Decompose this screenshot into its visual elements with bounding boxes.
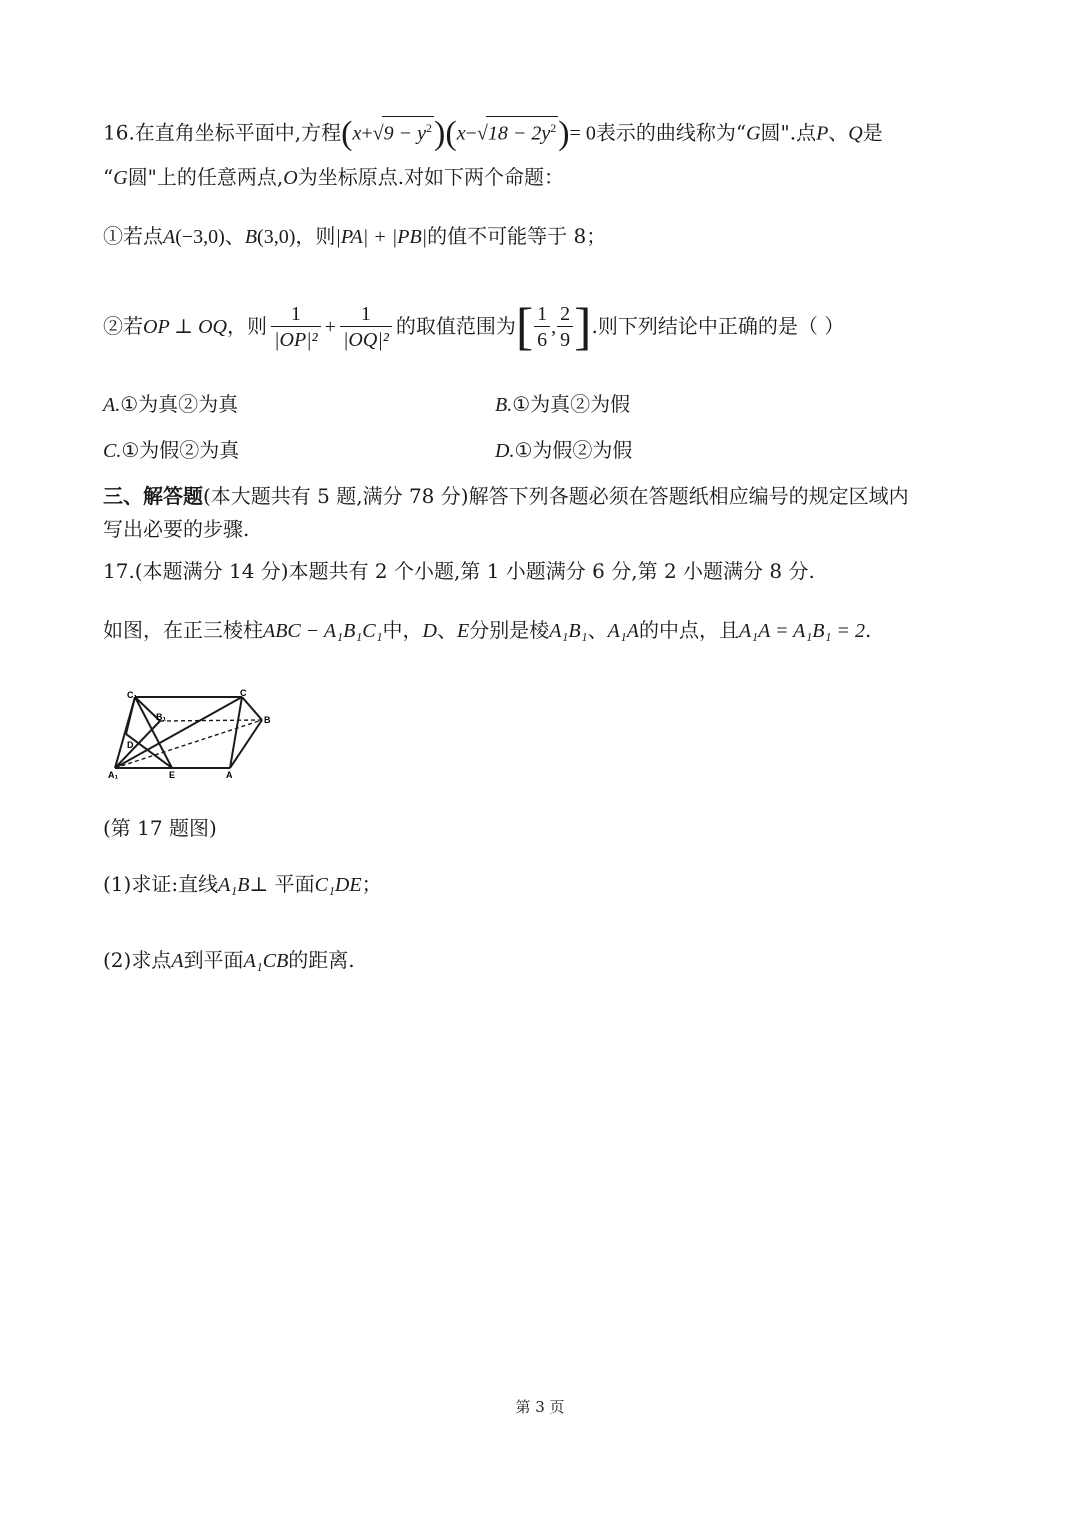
q17-sep: 、 [437, 618, 457, 642]
q16-eq-sqrt1: $9 - y^2$ [382, 116, 434, 145]
q16-suffix3: 是 [862, 120, 883, 145]
section3-text2: 写出必要的步骤. [103, 517, 250, 541]
q17-part2-pt: A [171, 950, 184, 972]
edge-c-b [242, 697, 262, 720]
prop1-b-coord: (3,0) [257, 226, 296, 248]
q16-p: P [816, 122, 829, 145]
prop2-plus: + [324, 316, 336, 338]
q17-intro [103, 557, 815, 585]
label-c1: C₁ [127, 690, 138, 700]
q17-edge1: A₁B₁ [549, 620, 588, 642]
q16-sep: 、 [828, 120, 849, 145]
q16-line2-o: O [283, 167, 298, 189]
frac-oq: $\frac{1}{\text{|OQ|²}}$ [340, 302, 392, 353]
q16-line2-text: 圆"上的任意两点, [127, 165, 284, 189]
label-e: E [169, 770, 176, 780]
prop1-tail: 的值不可能等于 8； [427, 224, 607, 248]
q17-sep2: 、 [587, 618, 608, 642]
option-d [495, 436, 632, 465]
edge-b1-b [160, 720, 262, 721]
q17-d: D [422, 620, 437, 642]
q17-part1 [103, 870, 382, 899]
prop2-label: ②若 [103, 314, 143, 338]
prop1-point-a: A [163, 226, 176, 248]
q17-part2 [103, 946, 355, 975]
option-d-letter: D. [495, 440, 515, 462]
range-lo: $\frac{1}{6}$ [534, 302, 550, 353]
section3-title: 三、解答题 [103, 484, 203, 508]
option-b-letter: B. [495, 394, 513, 416]
q17-fig-caption [103, 814, 217, 842]
q17-fig-caption-text: (第 17 题图) [103, 816, 217, 840]
edge-c1-d [126, 697, 135, 734]
q17-desc-a: 如图，在正三棱柱 [103, 618, 263, 642]
q16-eq-sqrt2: $18 - 2y^2$ [486, 116, 558, 145]
q17-part1-c: ； [361, 872, 382, 896]
range-comma: , [551, 316, 557, 338]
q16-prefix: 16.在直角坐标平面中,方程 [103, 120, 342, 145]
q17-part1-a: (1)求证:直线 [103, 872, 219, 896]
q17-part2-b: 到平面 [183, 948, 244, 972]
label-d: D [127, 740, 134, 750]
q17-desc [103, 616, 871, 645]
q16-eq-plus: + [361, 122, 373, 145]
q16-suffix: 表示的曲线称为“ [595, 120, 747, 145]
prop1-expr: |PA| + |PB| [335, 226, 428, 248]
option-b [495, 390, 630, 419]
q16-line2-g: G [113, 167, 128, 189]
page-number: 第 3 页 [515, 1398, 565, 1416]
q17-desc-e: . [864, 618, 872, 642]
q16-q: Q [848, 122, 863, 145]
q17-desc-b: 中， [382, 618, 423, 642]
label-b1: B₁ [156, 712, 167, 722]
q17-edge2: A₁A [607, 620, 639, 642]
option-d-text: ①为假②为假 [514, 438, 633, 462]
q16-prop1 [103, 222, 606, 251]
q16-line1: 16.在直角坐标平面中,方程$(x+√9 - y^2)(x-√18 - 2y^2)= 0$表示的曲线称为“G圆".点P、Q是 [103, 115, 883, 153]
q17-part1-line: A₁B [218, 874, 250, 896]
label-a: A [226, 770, 233, 780]
prop1-then: ，则 [295, 224, 336, 248]
range-hi: $\frac{2}{9}$ [557, 302, 573, 353]
q16-prop2: ②若OP ⊥ OQ，则 $\frac{1}{\text{|OP|²}}$ + $\frac{1}{\text{|OQ|²}}$ 的取值范围为[ $\frac{1}{6}$ , $\frac{2}{9}$ ].则下列结论中正确的是（ ） [103, 298, 845, 356]
option-c-text: ①为假②为真 [121, 438, 240, 462]
q16-eq-minus: − [465, 122, 477, 145]
option-a-letter: A. [103, 394, 121, 416]
q17-cond: A₁A = A₁B₁ = 2 [738, 620, 865, 642]
frac-op: $\frac{1}{\text{|OP|²}}$ [271, 302, 321, 353]
prop1-label: ①若点 [103, 224, 163, 248]
q16-eq-end: = 0 [569, 122, 596, 145]
q17-part2-c: 的距离. [288, 948, 355, 972]
option-a [103, 390, 238, 419]
prop1-point-b: B [244, 226, 258, 248]
q16-line2 [103, 163, 564, 192]
prop2-range-text: 的取值范围为 [395, 314, 516, 338]
section3-line2 [103, 515, 249, 543]
prop1-a-coord: (−3,0) [175, 226, 225, 248]
q16-g: G [746, 122, 761, 145]
prop2-tail: .则下列结论中正确的是（ ） [591, 314, 845, 338]
page-footer [0, 1397, 1080, 1417]
q16-eq-x2: x [456, 122, 466, 145]
prop2-then: ，则 [227, 314, 267, 338]
section3-text1: (本大题共有 5 题,满分 78 分)解答下列各题必须在答题纸相应编号的规定区域内 [203, 484, 909, 508]
option-c [103, 436, 239, 465]
label-b: B [264, 715, 271, 725]
q17-desc-d: 的中点，且 [638, 618, 739, 642]
q17-part2-a: (2)求点 [103, 948, 172, 972]
q17-part1-plane: C₁DE [314, 874, 362, 896]
option-c-letter: C. [103, 440, 122, 462]
q17-intro-text: 17.(本题满分 14 分)本题共有 2 个小题,第 1 小题满分 6 分,第 2 小题满分 8 分. [103, 559, 815, 583]
option-b-text: ①为真②为假 [512, 392, 631, 416]
q16-eq-x1: x [352, 122, 362, 145]
q17-part2-plane: A₁CB [243, 950, 289, 972]
prism-figure [100, 688, 280, 784]
option-a-text: ①为真②为真 [120, 392, 239, 416]
q17-desc-c: 分别是棱 [469, 618, 550, 642]
edge-c1-e [135, 697, 172, 768]
label-a1: A₁ [108, 770, 119, 780]
q17-prism: ABC − A₁B₁C₁ [263, 620, 383, 642]
q17-e: E [457, 620, 470, 642]
q16-line2-text2: 为坐标原点.对如下两个命题： [297, 165, 565, 189]
label-c: C [240, 688, 247, 698]
q16-suffix2: 圆".点 [760, 120, 817, 145]
q16-line2-quote: “ [103, 165, 114, 189]
prop1-sep: 、 [224, 224, 245, 248]
q17-part1-b: ⊥ 平面 [249, 872, 315, 896]
prop2-cond: OP ⊥ OQ [143, 316, 227, 338]
section3-line1 [103, 482, 909, 510]
